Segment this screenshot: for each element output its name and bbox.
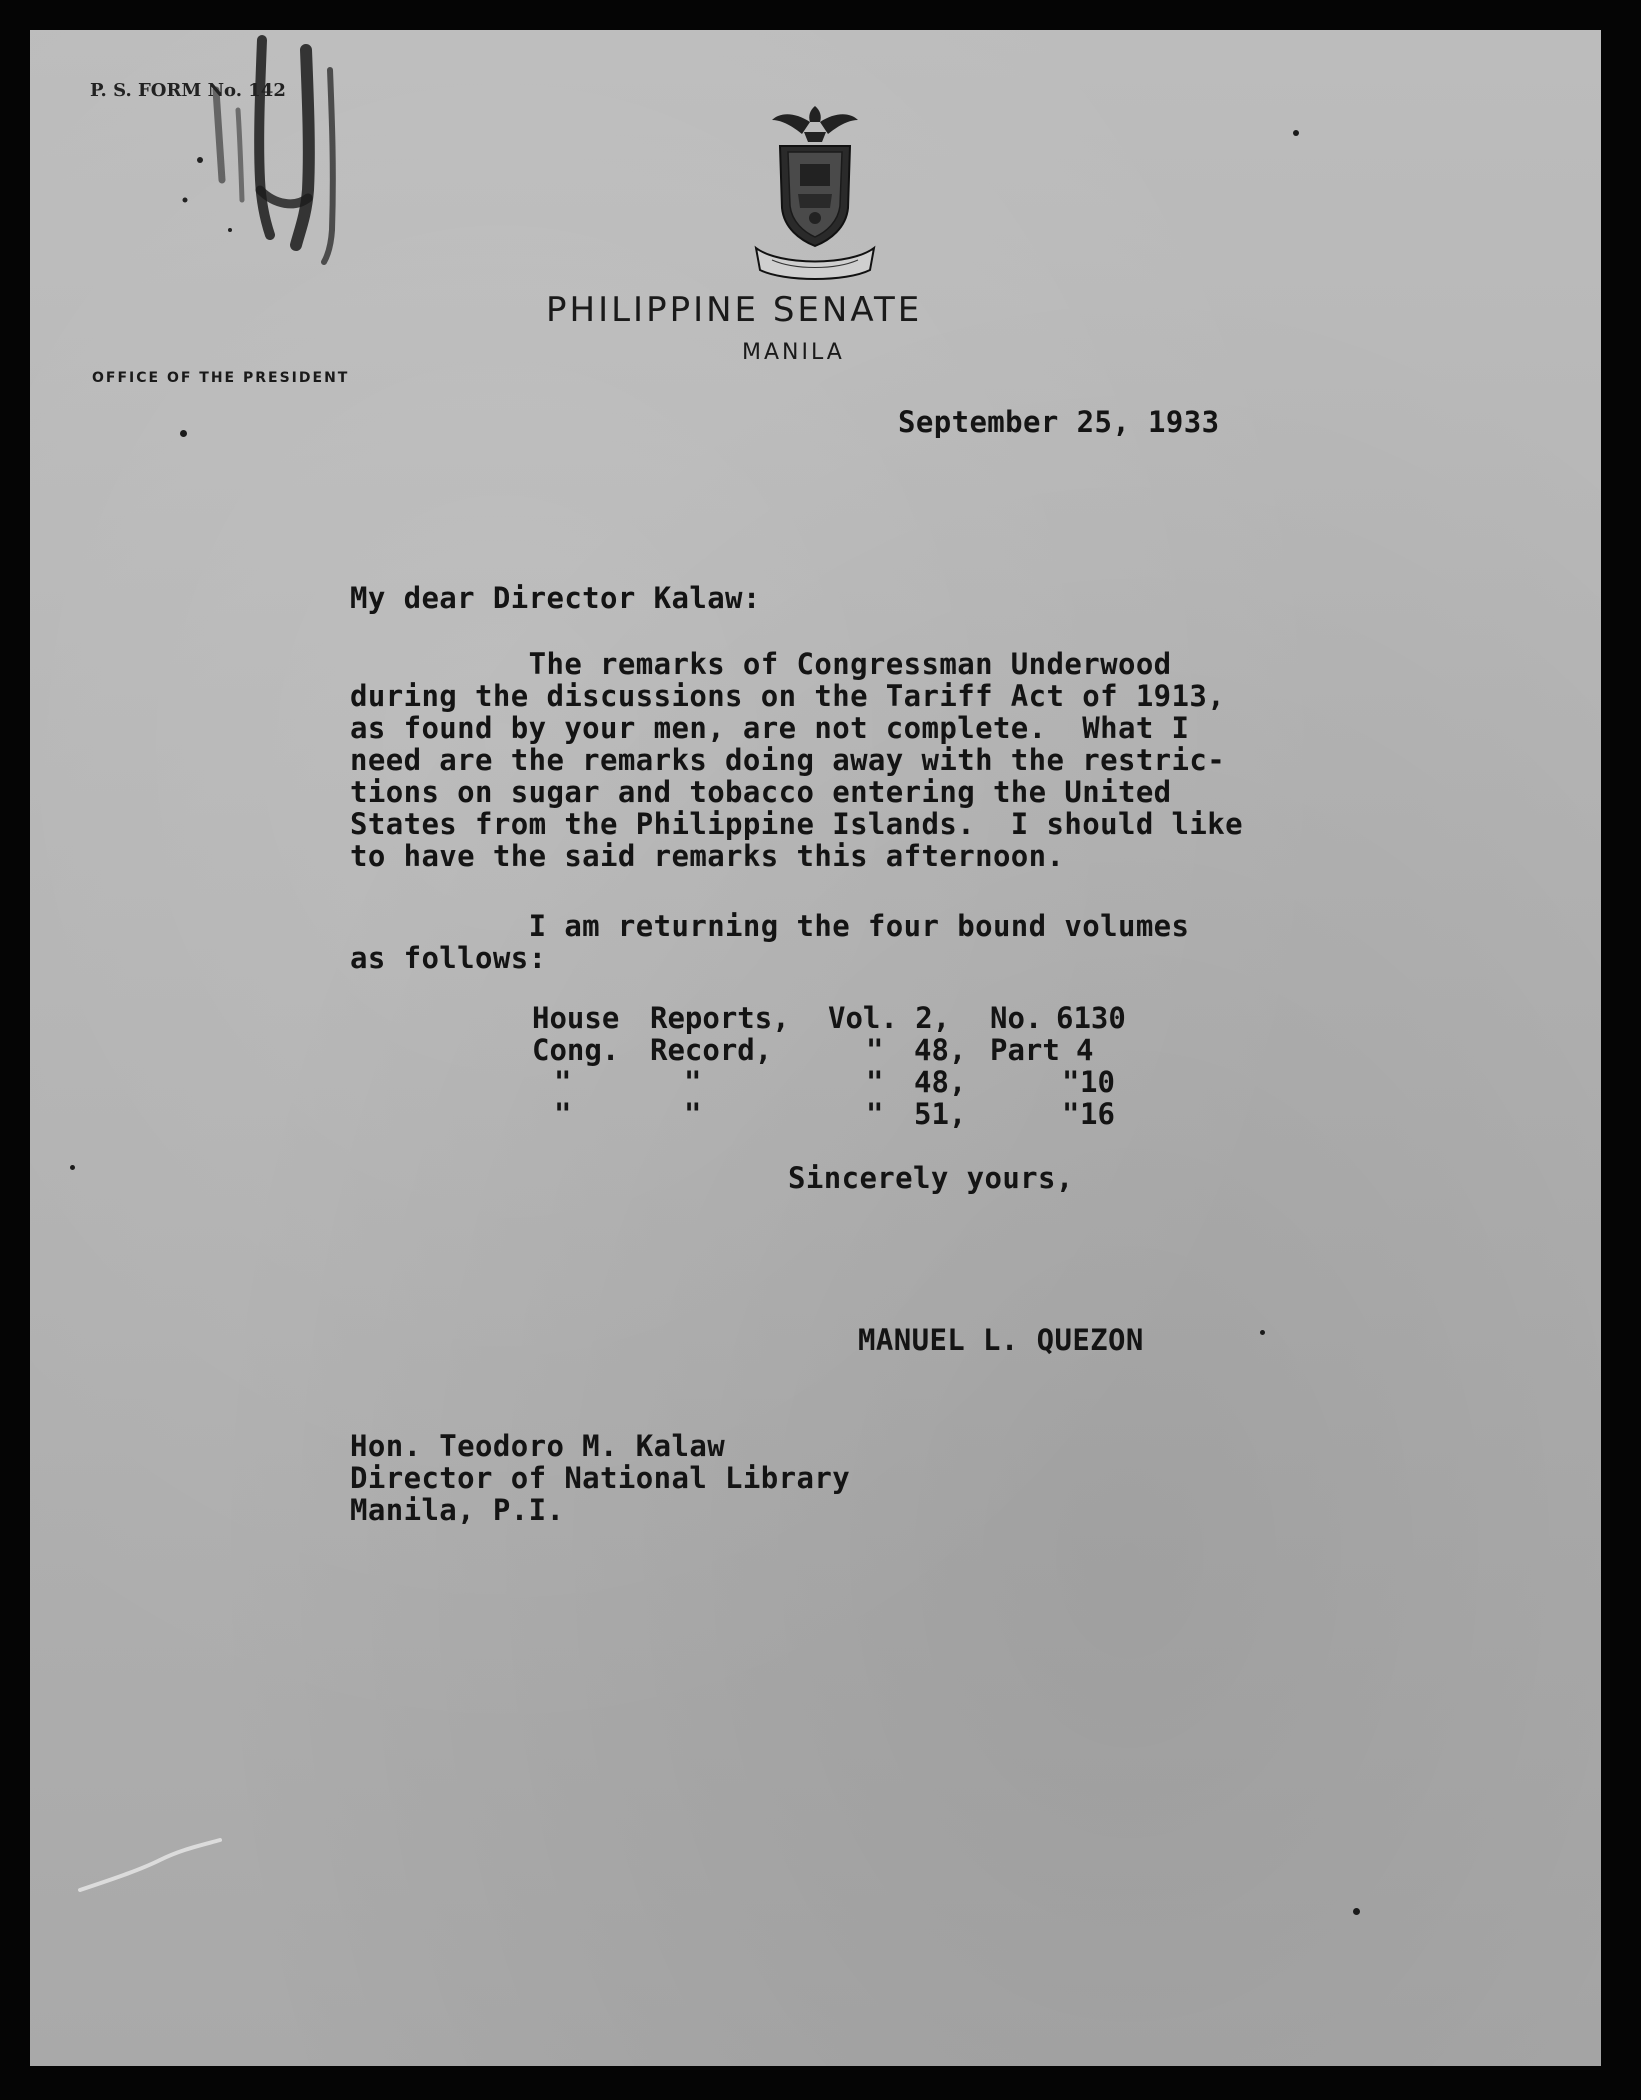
volume-series: " — [554, 1065, 572, 1099]
closing: Sincerely yours, — [788, 1161, 1074, 1195]
paragraph-line: as follows: — [350, 941, 547, 975]
signature-name: MANUEL L. QUEZON — [858, 1323, 1144, 1357]
volume-title: Reports, — [650, 1001, 790, 1035]
ink-smear-mark — [110, 30, 370, 290]
volume-label: " — [1062, 1065, 1080, 1099]
volume-series: " — [554, 1097, 572, 1131]
volume-number: 48, — [914, 1065, 967, 1099]
volume-label: " — [1062, 1097, 1080, 1131]
senate-crest-logo — [750, 98, 880, 288]
letter-date: September 25, 1933 — [898, 405, 1220, 439]
body-paragraph-2 — [350, 910, 1189, 974]
scan-speck — [1293, 130, 1299, 136]
addressee-line: Hon. Teodoro M. Kalaw — [350, 1429, 726, 1463]
volume-label: Part — [990, 1033, 1060, 1067]
volume-title: " — [684, 1065, 702, 1099]
institution-city: MANILA — [742, 340, 845, 365]
volume-row — [532, 1098, 1152, 1130]
scan-speck — [180, 430, 187, 437]
institution-name: PHILIPPINE SENATE — [546, 290, 923, 330]
paragraph-line: The remarks of Congressman Underwood — [350, 647, 1172, 681]
volume-series: Cong. — [532, 1033, 620, 1067]
office-name: OFFICE OF THE PRESIDENT — [92, 370, 350, 386]
volume-ditto: " — [866, 1065, 884, 1099]
volume-number: 51, — [914, 1097, 967, 1131]
volume-number: Vol. 2, — [828, 1001, 951, 1035]
volume-part-number: 6130 — [1056, 1001, 1126, 1035]
paragraph-line: tions on sugar and tobacco entering the United — [350, 775, 1172, 809]
salutation: My dear Director Kalaw: — [350, 581, 761, 615]
volume-ditto: " — [866, 1033, 884, 1067]
volumes-list — [532, 1002, 1152, 1130]
paragraph-line: States from the Philippine Islands. I should like — [350, 807, 1243, 841]
volume-number: 48, — [914, 1033, 967, 1067]
paragraph-line: as found by your men, are not complete. What I — [350, 711, 1190, 745]
volume-ditto: " — [866, 1097, 884, 1131]
volume-label: No. — [990, 1001, 1043, 1035]
paragraph-line: during the discussions on the Tariff Act of 1913, — [350, 679, 1226, 713]
volume-title: " — [684, 1097, 702, 1131]
volume-row — [532, 1066, 1152, 1098]
scan-speck — [70, 1165, 75, 1170]
paragraph-line: I am returning the four bound volumes — [350, 909, 1190, 943]
volume-part-number: 16 — [1080, 1097, 1115, 1131]
volume-series: House — [532, 1001, 620, 1035]
scan-speck — [1353, 1908, 1360, 1915]
addressee-line: Director of National Library — [350, 1461, 851, 1495]
volume-part-number: 10 — [1080, 1065, 1115, 1099]
volume-part-number: 4 — [1076, 1033, 1094, 1067]
addressee-block — [350, 1430, 850, 1526]
addressee-line: Manila, P.I. — [350, 1493, 565, 1527]
paragraph-line: need are the remarks doing away with the restric- — [350, 743, 1226, 777]
body-paragraph-1 — [350, 648, 1243, 872]
letter-page — [30, 30, 1601, 2066]
scan-speck — [1260, 1330, 1265, 1335]
volume-row — [532, 1034, 1152, 1066]
volume-row — [532, 1002, 1152, 1034]
volume-title: Record, — [650, 1033, 773, 1067]
form-number: P. S. FORM No. 142 — [90, 80, 286, 101]
paragraph-line: to have the said remarks this afternoon. — [350, 839, 1065, 873]
scan-scratch-mark — [70, 1810, 230, 1900]
